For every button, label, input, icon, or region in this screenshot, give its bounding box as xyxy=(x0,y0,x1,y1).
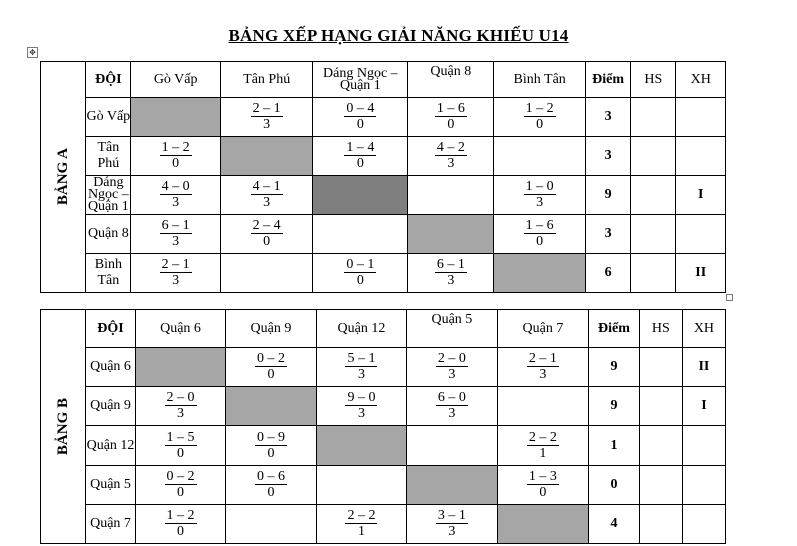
hs-cell xyxy=(639,504,682,543)
match-points: 0 xyxy=(172,156,180,171)
match-points: 0 xyxy=(177,445,184,461)
result-cell xyxy=(313,254,408,293)
result-cell xyxy=(135,387,225,426)
group-label-cell xyxy=(41,310,86,544)
match-result xyxy=(165,508,197,539)
match-score: 0 – 6 xyxy=(256,468,285,484)
team-name: Quận 5 xyxy=(86,465,136,504)
result-cell xyxy=(220,98,313,137)
match-score: 1 – 6 xyxy=(525,218,554,233)
points-column-header: Điểm xyxy=(585,62,630,98)
team-name: Quận 7 xyxy=(86,504,136,543)
opponent-column-header: Quận 9 xyxy=(226,310,316,348)
result-cell xyxy=(313,137,408,176)
match-points: 3 xyxy=(263,195,271,210)
points-column-header: Điểm xyxy=(589,310,640,348)
points-cell: 3 xyxy=(585,98,630,137)
result-cell xyxy=(131,254,220,293)
hs-cell xyxy=(631,176,676,215)
points-cell: 9 xyxy=(589,387,640,426)
team-name: Gò Vấp xyxy=(86,98,131,137)
result-cell xyxy=(313,215,408,254)
rank-column-header: XH xyxy=(682,310,725,348)
result-cell xyxy=(497,426,589,465)
match-score: 6 – 1 xyxy=(161,218,190,233)
hs-cell xyxy=(631,215,676,254)
match-result xyxy=(524,179,556,210)
self-match-cell xyxy=(135,348,225,387)
match-points: 0 xyxy=(356,273,364,288)
group-a-table xyxy=(40,61,726,293)
hs-column-header: HS xyxy=(639,310,682,348)
match-result xyxy=(165,390,197,421)
match-result xyxy=(251,218,283,249)
match-points: 3 xyxy=(447,273,455,288)
team-name: Bình Tân xyxy=(86,254,131,293)
team-column-header: ĐỘI xyxy=(86,310,136,348)
opponent-column-header: Quận 7 xyxy=(497,310,589,348)
hs-cell xyxy=(631,137,676,176)
match-result xyxy=(435,101,467,132)
match-score: 2 – 1 xyxy=(252,101,281,116)
match-score: 1 – 3 xyxy=(528,468,557,484)
match-score: 2 – 4 xyxy=(252,218,281,233)
match-score: 2 – 2 xyxy=(347,507,376,523)
result-cell xyxy=(408,176,494,215)
hs-cell xyxy=(631,254,676,293)
match-result xyxy=(160,140,192,171)
match-points: 3 xyxy=(447,156,455,171)
match-result xyxy=(160,218,192,249)
result-cell xyxy=(135,504,225,543)
result-cell xyxy=(408,137,494,176)
hs-column-header: HS xyxy=(631,62,676,98)
match-score: 9 – 0 xyxy=(347,390,376,406)
table-row xyxy=(41,215,726,254)
hs-cell xyxy=(639,348,682,387)
match-score: 4 – 2 xyxy=(436,140,465,155)
match-score: 1 – 2 xyxy=(166,507,195,523)
table-row xyxy=(41,98,726,137)
result-cell xyxy=(494,215,586,254)
match-points: 0 xyxy=(447,117,455,132)
team-column-header: ĐỘI xyxy=(86,62,131,98)
match-result xyxy=(524,101,556,132)
group-label: BẢNG A xyxy=(54,148,71,206)
match-score: 1 – 2 xyxy=(161,140,190,155)
match-result xyxy=(251,101,283,132)
team-name: Quận 9 xyxy=(86,387,136,426)
team-name: Quận 12 xyxy=(86,426,136,465)
opponent-column-header: Dáng Ngọc – Quận 1 xyxy=(313,62,408,98)
self-match-cell xyxy=(220,137,313,176)
result-cell xyxy=(313,98,408,137)
result-cell xyxy=(220,254,313,293)
points-cell: 0 xyxy=(589,465,640,504)
opponent-column-header: Quận 8 xyxy=(408,62,494,98)
group-b-table xyxy=(40,309,726,544)
team-name: Quận 8 xyxy=(86,215,131,254)
table-row xyxy=(41,504,726,543)
group-label: BẢNG B xyxy=(54,397,71,456)
opponent-column-header: Tân Phú xyxy=(220,62,313,98)
match-score: 1 – 2 xyxy=(525,101,554,116)
match-points: 3 xyxy=(172,273,180,288)
result-cell xyxy=(497,465,589,504)
match-points: 0 xyxy=(267,445,275,461)
match-points: 3 xyxy=(172,195,180,210)
match-score: 4 – 1 xyxy=(252,179,281,194)
match-points: 1 xyxy=(539,445,547,461)
match-result xyxy=(255,469,287,500)
result-cell xyxy=(220,215,313,254)
rank-cell xyxy=(676,137,726,176)
rank-cell xyxy=(676,215,726,254)
result-cell xyxy=(407,504,497,543)
match-score: 0 – 9 xyxy=(256,429,285,445)
match-result xyxy=(255,430,287,461)
result-cell xyxy=(226,465,316,504)
match-result xyxy=(160,257,192,288)
team-name: Quận 6 xyxy=(86,348,136,387)
match-points: 3 xyxy=(177,406,184,422)
points-cell: 1 xyxy=(589,426,640,465)
result-cell xyxy=(226,504,316,543)
rank-cell: I xyxy=(676,176,726,215)
table-row xyxy=(41,176,726,215)
match-score: 2 – 0 xyxy=(166,390,195,406)
group-label-cell xyxy=(41,62,86,293)
match-result xyxy=(165,469,197,500)
self-match-cell xyxy=(407,465,497,504)
result-cell xyxy=(494,176,586,215)
match-result xyxy=(160,179,192,210)
match-result xyxy=(527,469,559,500)
result-cell xyxy=(131,137,220,176)
match-score: 1 – 0 xyxy=(525,179,554,194)
match-result xyxy=(345,390,377,421)
match-points: 0 xyxy=(267,367,275,383)
result-cell xyxy=(497,348,589,387)
match-score: 2 – 0 xyxy=(437,351,466,367)
table-row xyxy=(41,465,726,504)
team-name: Dáng Ngọc – Quận 1 xyxy=(86,176,131,215)
result-cell xyxy=(316,504,406,543)
rank-cell: II xyxy=(682,348,725,387)
rank-column-header: XH xyxy=(676,62,726,98)
match-score: 2 – 2 xyxy=(528,429,557,445)
rank-cell xyxy=(682,426,725,465)
points-cell: 4 xyxy=(589,504,640,543)
team-name: Tân Phú xyxy=(86,137,131,176)
table-row xyxy=(41,387,726,426)
points-cell: 6 xyxy=(585,254,630,293)
opponent-column-header: Gò Vấp xyxy=(131,62,220,98)
match-score: 2 – 1 xyxy=(528,351,557,367)
match-result xyxy=(435,257,467,288)
match-score: 1 – 6 xyxy=(436,101,465,116)
match-points: 0 xyxy=(177,484,184,500)
result-cell xyxy=(497,387,589,426)
match-points: 0 xyxy=(267,484,275,500)
result-cell xyxy=(316,387,406,426)
table-resize-handle[interactable] xyxy=(726,294,733,301)
match-score: 2 – 1 xyxy=(161,257,190,272)
match-result xyxy=(345,351,377,382)
opponent-column-header: Quận 5 xyxy=(407,310,497,348)
match-result xyxy=(527,430,559,461)
result-cell xyxy=(226,348,316,387)
rank-cell xyxy=(676,98,726,137)
self-match-cell xyxy=(494,254,586,293)
match-score: 4 – 0 xyxy=(161,179,190,194)
match-points: 3 xyxy=(448,523,456,539)
self-match-cell xyxy=(226,387,316,426)
result-cell xyxy=(407,387,497,426)
match-result xyxy=(345,508,377,539)
match-score: 6 – 1 xyxy=(436,257,465,272)
match-score: 6 – 0 xyxy=(437,390,466,406)
result-cell xyxy=(316,465,406,504)
match-result xyxy=(344,101,376,132)
result-cell xyxy=(494,98,586,137)
match-result xyxy=(524,218,556,249)
match-score: 3 – 1 xyxy=(437,507,466,523)
table-row xyxy=(41,254,726,293)
table-row xyxy=(41,348,726,387)
points-cell: 9 xyxy=(585,176,630,215)
self-match-cell xyxy=(131,98,220,137)
result-cell xyxy=(316,348,406,387)
match-points: 0 xyxy=(536,234,544,249)
result-cell xyxy=(408,98,494,137)
match-points: 0 xyxy=(177,523,184,539)
match-result xyxy=(436,390,468,421)
result-cell xyxy=(220,176,313,215)
points-cell: 3 xyxy=(585,137,630,176)
match-points: 0 xyxy=(539,484,547,500)
match-result xyxy=(344,140,376,171)
opponent-column-header: Quận 6 xyxy=(135,310,225,348)
match-points: 1 xyxy=(357,523,365,539)
result-cell xyxy=(131,215,220,254)
self-match-cell xyxy=(313,176,408,215)
match-points: 3 xyxy=(448,367,456,383)
match-points: 3 xyxy=(357,367,365,383)
result-cell xyxy=(408,254,494,293)
match-score: 5 – 1 xyxy=(347,351,376,367)
match-points: 3 xyxy=(172,234,180,249)
table-move-handle-icon[interactable]: ✥ xyxy=(27,47,38,58)
match-points: 0 xyxy=(356,117,364,132)
match-score: 0 – 2 xyxy=(166,468,195,484)
match-result xyxy=(527,351,559,382)
hs-cell xyxy=(639,387,682,426)
match-result xyxy=(436,351,468,382)
hs-cell xyxy=(639,426,682,465)
match-result xyxy=(436,508,468,539)
match-points: 3 xyxy=(357,406,365,422)
match-points: 0 xyxy=(536,117,544,132)
points-cell: 3 xyxy=(585,215,630,254)
match-result xyxy=(251,179,283,210)
result-cell xyxy=(407,348,497,387)
hs-cell xyxy=(631,98,676,137)
match-score: 1 – 5 xyxy=(166,429,195,445)
match-points: 3 xyxy=(448,406,456,422)
hs-cell xyxy=(639,465,682,504)
result-cell xyxy=(407,426,497,465)
opponent-column-header: Quận 12 xyxy=(316,310,406,348)
match-result xyxy=(165,430,197,461)
match-points: 3 xyxy=(539,367,547,383)
result-cell xyxy=(226,426,316,465)
match-result xyxy=(255,351,287,382)
match-result xyxy=(344,257,376,288)
result-cell xyxy=(135,465,225,504)
match-score: 0 – 2 xyxy=(256,351,285,367)
table-row xyxy=(41,137,726,176)
match-result xyxy=(435,140,467,171)
result-cell xyxy=(131,176,220,215)
match-score: 1 – 4 xyxy=(346,140,375,155)
result-cell xyxy=(135,426,225,465)
opponent-column-header: Bình Tân xyxy=(494,62,586,98)
self-match-cell xyxy=(497,504,589,543)
match-points: 0 xyxy=(263,234,271,249)
match-score: 0 – 4 xyxy=(346,101,375,116)
self-match-cell xyxy=(316,426,406,465)
result-cell xyxy=(494,137,586,176)
rank-cell xyxy=(682,504,725,543)
match-points: 3 xyxy=(263,117,271,132)
table-row xyxy=(41,426,726,465)
match-points: 0 xyxy=(356,156,364,171)
page-title: BẢNG XẾP HẠNG GIẢI NĂNG KHIẾU U14 xyxy=(228,26,569,45)
points-cell: 9 xyxy=(589,348,640,387)
rank-cell: II xyxy=(676,254,726,293)
rank-cell xyxy=(682,465,725,504)
self-match-cell xyxy=(408,215,494,254)
rank-cell: I xyxy=(682,387,725,426)
match-score: 0 – 1 xyxy=(346,257,375,272)
match-points: 3 xyxy=(536,195,544,210)
